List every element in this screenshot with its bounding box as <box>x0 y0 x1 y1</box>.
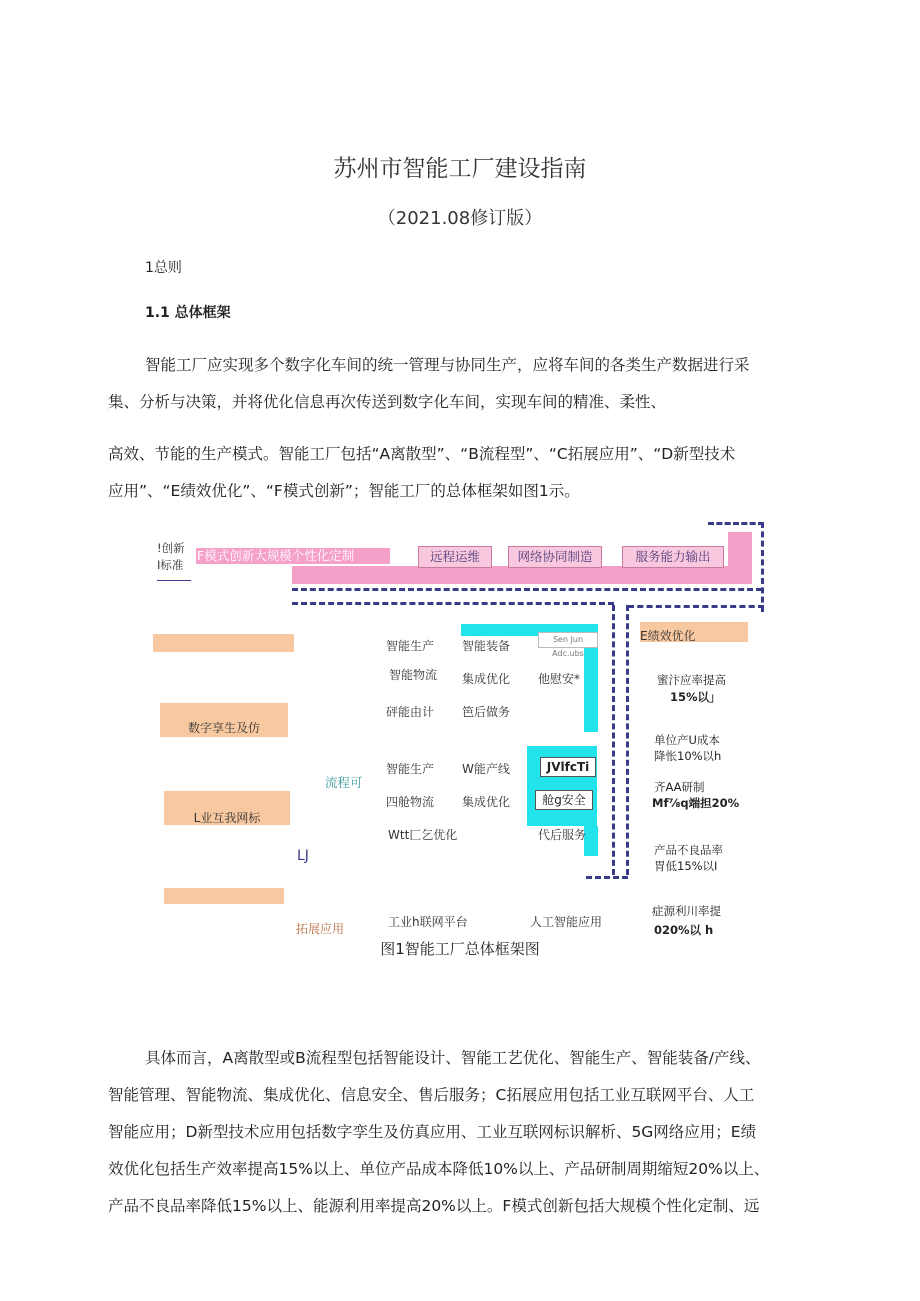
frame-line <box>628 605 764 608</box>
block-b-after-sales: 代后服务 <box>538 828 587 842</box>
left-label-standard: I标准 <box>157 558 184 572</box>
c-industrial-internet: 工业h联网平台 <box>388 915 468 929</box>
block-a-integration: 集成优化 <box>462 672 511 686</box>
lj-label: LJ <box>297 848 309 864</box>
block-b-production-line: W能产线 <box>462 762 510 776</box>
block-a-smart-logistics: 智能物流 <box>389 668 438 682</box>
paragraph-line: 集、分析与决策，并将优化信息再次传送到数字化车间，实现车间的精准、柔性、 <box>108 393 667 411</box>
paragraph-line: 智能应用；D新型技术应用包括数字孪生及仿真应用、工业互联网标识解析、5G网络应用；E绩 <box>108 1123 757 1141</box>
f-row-band-lower <box>292 566 752 584</box>
frame-line <box>626 605 629 875</box>
e-line: 降怅10%以h <box>654 749 722 763</box>
frame-line <box>292 588 762 591</box>
block-a-small-box: Sen Jun Adc.ubs <box>538 632 598 648</box>
block-a-after-sales: 笆后做务 <box>462 705 511 719</box>
paragraph-line: 具体而言，A离散型或B流程型包括智能设计、智能工艺优化、智能生产、智能装备/产线、 <box>145 1049 761 1067</box>
frame-line <box>708 522 764 525</box>
f-row-label: F模式创新大规模个性化定制 <box>197 548 355 563</box>
divider <box>157 580 191 581</box>
left-label-innovation: !创新 <box>157 541 185 555</box>
e-line: 蜜汴应率提高 <box>657 673 726 687</box>
e-line: 产品不良品率 <box>654 843 723 857</box>
paragraph-line: 智能工厂应实现多个数字化车间的统一管理与协同生产，应将车间的各类生产数据进行采 <box>145 356 750 374</box>
flow-label: 流程可 <box>325 775 363 790</box>
c-ai-application: 人工智能应用 <box>530 915 603 929</box>
extension-label: 拓展应用 <box>296 922 345 936</box>
block-b-box-1: JVlfcTi <box>540 757 596 777</box>
block-b-logistics: 四舱物流 <box>386 795 435 809</box>
block-a-smart-production: 智能生产 <box>386 639 435 653</box>
cyan-column-b <box>584 826 598 856</box>
block-b-process: Wtt匚乞优化 <box>388 828 458 842</box>
e-title: E绩效优化 <box>640 622 748 642</box>
paragraph-line: 高效、节能的生产模式。智能工厂包括“A离散型”、“B流程型”、“C拓展应用”、“D新型技术 <box>108 445 736 463</box>
block-a-smart-equipment: 智能装备 <box>462 639 511 653</box>
f-box-network: 网络协同制造 <box>508 546 602 568</box>
f-box-service: 服务能力输出 <box>622 546 724 568</box>
paragraph-line: 效优化包括生产效率提高15%以上、单位产品成本降低10%以上、产品研制周期缩短20%以上、 <box>108 1160 770 1178</box>
e-line: Mf⅞q端担20% <box>652 796 740 810</box>
paragraph-line: 产品不良品率降低15%以上、能源利用率提高20%以上。F模式创新包括大规模个性化定制、远 <box>108 1197 760 1215</box>
e-line: 15%以」 <box>670 690 721 704</box>
page-title: 苏州市智能工厂建设指南 <box>333 156 587 182</box>
e-line: 单位产U成本 <box>654 733 720 747</box>
f-row-band-right <box>728 532 752 572</box>
frame-line <box>612 605 615 875</box>
left-box-1 <box>153 634 294 652</box>
subsection-heading: 1.1 总体框架 <box>145 305 231 321</box>
section-heading: 1总则 <box>145 260 182 276</box>
block-a-design: 砰能由计 <box>386 705 435 719</box>
left-box-digital-twin: 数字享生及仿 <box>160 703 288 737</box>
frame-line <box>761 522 764 612</box>
frame-line <box>292 602 614 605</box>
e-line: 齐AA研制 <box>654 780 705 794</box>
block-a-security: 他慰安* <box>538 672 581 686</box>
e-line: 胃低15%以I <box>654 859 718 873</box>
figure-caption: 图1智能工厂总体框架图 <box>380 940 540 958</box>
e-line: 020%以 h <box>654 923 714 937</box>
frame-line <box>586 876 628 879</box>
e-line: 症源利川率提 <box>652 904 721 918</box>
left-box-industrial-id: L业互我网标 <box>164 791 290 825</box>
left-box-4 <box>164 888 284 904</box>
f-box-remote: 远程运维 <box>418 546 492 568</box>
paragraph-line: 应用”、“E绩效优化”、“F模式创新”；智能工厂的总体框架如图1示。 <box>108 482 580 500</box>
block-b-box-2: 舱g安全 <box>535 790 593 810</box>
page-subtitle: （2021.08修订版） <box>377 208 543 229</box>
block-b-smart-production: 智能生产 <box>386 762 435 776</box>
paragraph-line: 智能管理、智能物流、集成优化、信息安全、售后服务；C拓展应用包括工业互联网平台、人工 <box>108 1086 755 1104</box>
block-b-integration: 集成优化 <box>462 795 511 809</box>
